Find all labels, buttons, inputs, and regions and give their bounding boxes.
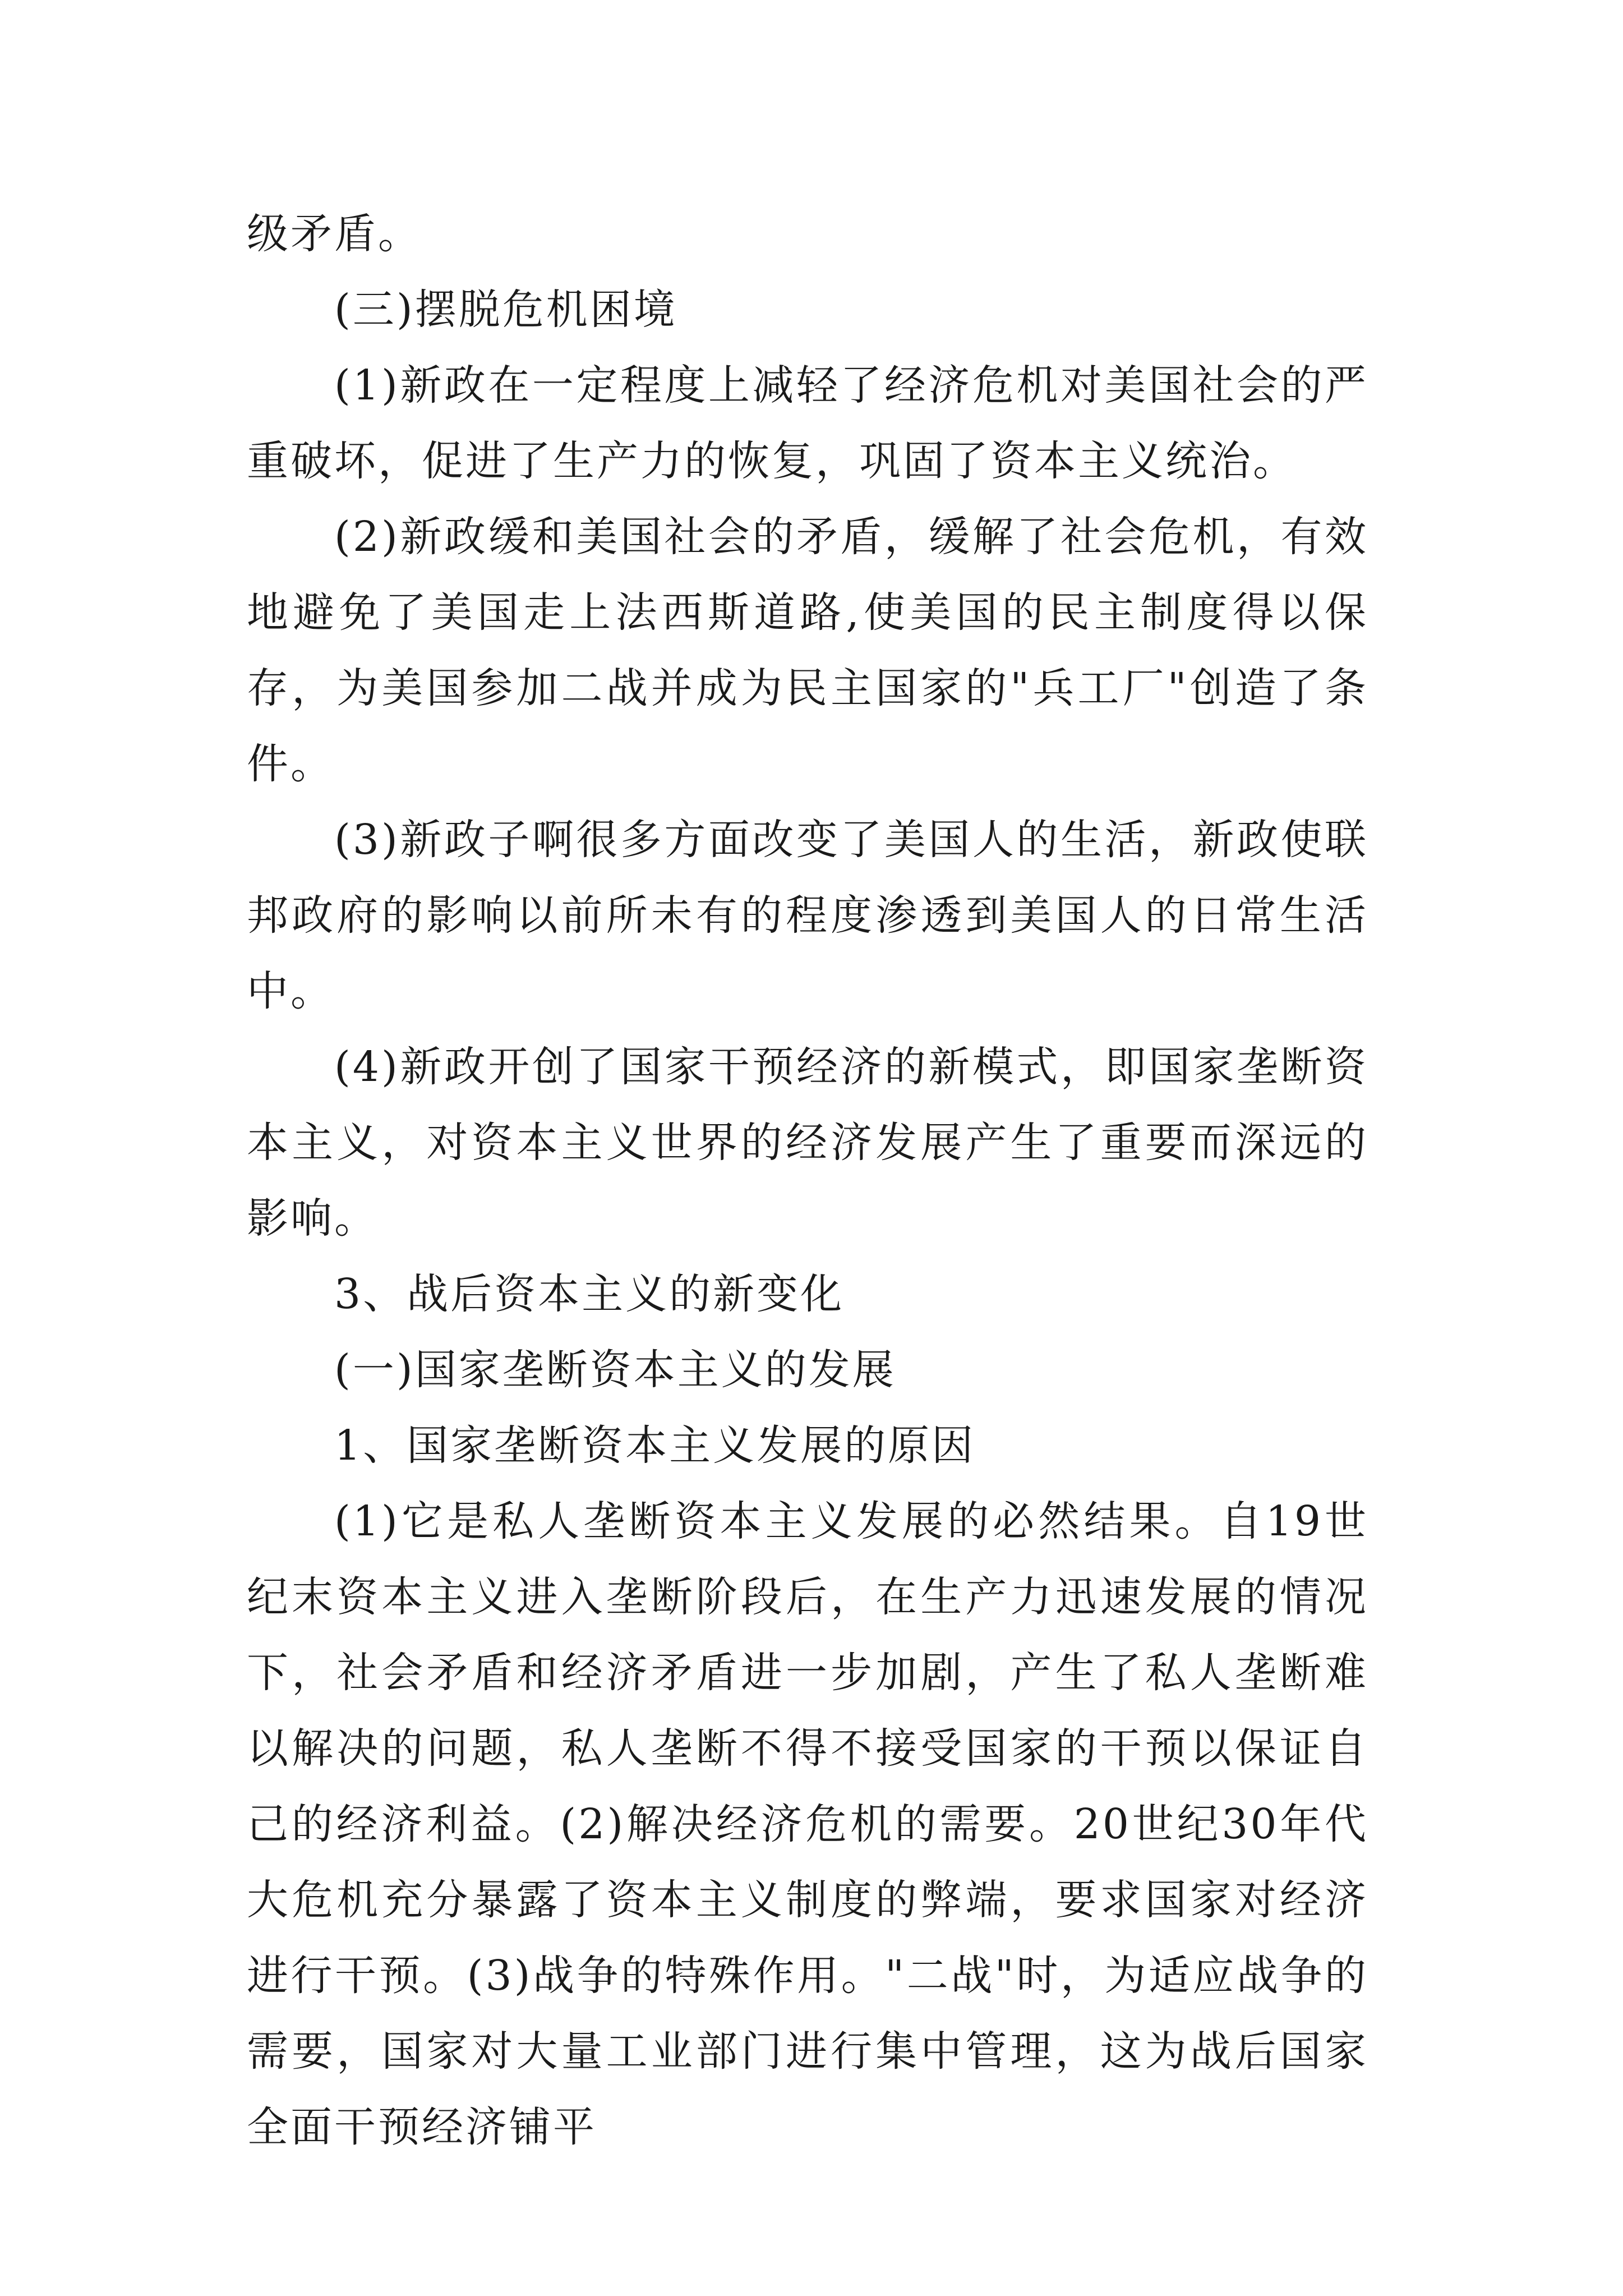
paragraph-point-4: (4)新政开创了国家干预经济的新模式，即国家垄断资本主义，对资本主义世界的经济发展产生了重要而深远的影响。	[247, 1043, 1368, 1243]
subsection-heading-causes: 1、国家垄断资本主义发展的原因	[334, 1421, 976, 1470]
paragraph-point-1: (1)新政在一定程度上减轻了经济危机对美国社会的严重破坏，促进了生产力的恢复，巩固了资本主义统治。	[247, 361, 1368, 485]
paragraph-point-3: (3)新政子啊很多方面改变了美国人的生活，新政使联邦政府的影响以前所未有的程度渗透到美国人的日常生活中。	[247, 816, 1368, 1015]
document-body	[247, 196, 1368, 2165]
subsection-heading-monopoly: (一)国家垄断资本主义的发展	[334, 1346, 896, 1394]
paragraph-point-2: (2)新政缓和美国社会的矛盾，缓解了社会危机，有效地避免了美国走上法西斯道路,使美国的民主制度得以保存，为美国参加二战并成为民主国家的"兵工厂"创造了条件。	[247, 513, 1368, 788]
section-heading-postwar: 3、战后资本主义的新变化	[334, 1270, 845, 1318]
section-heading-crisis: (三)摆脱危机困境	[334, 286, 677, 334]
paragraph-causes: (1)它是私人垄断资本主义发展的必然结果。自19世纪末资本主义进入垄断阶段后，在生产力迅速发展的情况下，社会矛盾和经济矛盾进一步加剧，产生了私人垄断难以解决的问题，私人垄断不得不接受国家的干预以保证自己的经济利益。(2)解决经济危机的需要。20世纪30年代大危机充分暴露了资本主义制度的弊端，要求国家对经济进行干预。(3)战争的特殊作用。"二战"时，为适应战争的需要，国家对大量工业部门进行集中管理，这为战后国家全面干预经济铺平	[247, 1497, 1368, 2151]
paragraph-continuation: 级矛盾。	[247, 210, 422, 258]
